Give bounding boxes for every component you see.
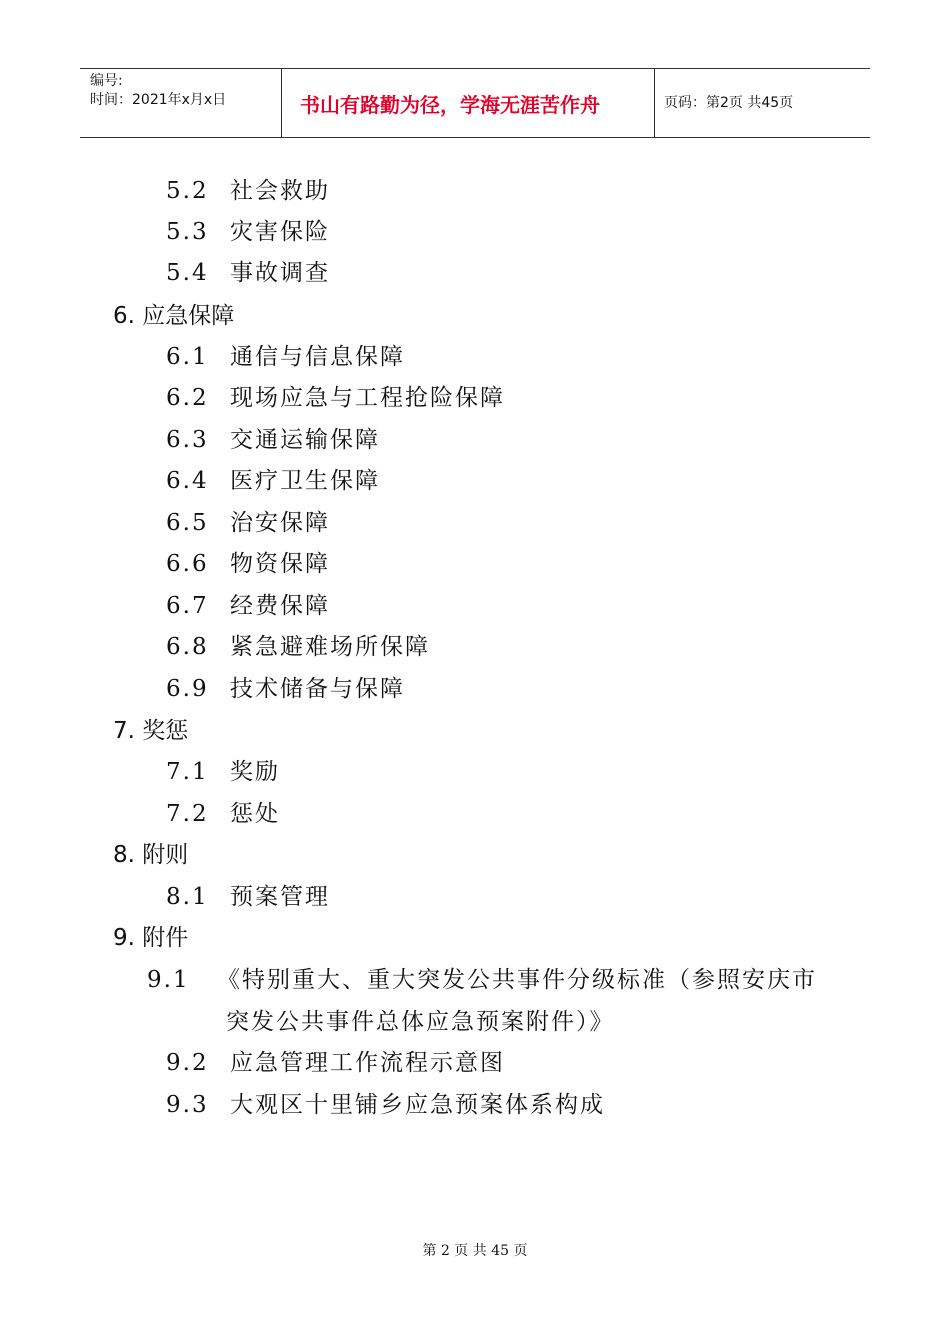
toc-item-9-1 [147,965,817,995]
toc-item-6-3 [166,425,380,455]
toc-item-number: 6.6 [166,551,209,577]
toc-item-text: 医疗卫生保障 [230,468,380,494]
toc-item-number: 6.2 [166,385,209,411]
header-page-info: 页码：第2页 共45页 [664,95,794,111]
toc-item-number: 9.2 [166,1050,209,1076]
toc-item-number: 7.2 [166,801,209,827]
toc-item-text: 通信与信息保障 [230,344,405,370]
toc-item-text: 事故调查 [230,260,330,286]
toc-item-6-9 [166,674,405,704]
toc-item-text: 惩处 [230,801,280,827]
toc-heading-6: 6. 应急保障 [113,303,235,329]
page-footer: 第 2 页 共 45 页 [422,1243,528,1259]
toc-item-6-1 [166,342,405,372]
header-info-cell [80,69,280,137]
toc-item-6-5 [166,508,330,538]
toc-item-number: 7.1 [166,759,209,785]
toc-item-text: 治安保障 [230,510,330,536]
toc-item-number: 5.2 [166,178,209,204]
toc-item-text: 社会救助 [230,178,330,204]
toc-item-9-2 [166,1048,505,1078]
toc-item-text: 奖励 [230,759,280,785]
toc-item-number: 6.9 [166,676,209,702]
toc-item-text: 经费保障 [230,593,330,619]
toc-item-number: 6.8 [166,634,209,660]
doc-number-label: 编号: [90,73,123,89]
toc-item-5-2 [166,176,330,206]
toc-item-8-1 [166,882,330,912]
toc-item-text: 技术储备与保障 [230,676,405,702]
header-motto: 书山有路勤为径，学海无涯苦作舟 [300,93,600,117]
toc-item-text: 紧急避难场所保障 [230,634,430,660]
toc-item-number: 8.1 [166,884,209,910]
toc-item-5-4 [166,258,330,288]
toc-item-number: 6.3 [166,427,209,453]
toc-heading-7: 7. 奖惩 [113,718,189,744]
toc-item-number: 5.3 [166,219,209,245]
toc-item-number: 6.4 [166,468,209,494]
page-header [80,68,870,138]
toc-item-6-7 [166,591,330,621]
toc-item-6-2 [166,383,505,413]
toc-item-number: 6.7 [166,593,209,619]
toc-item-text: 交通运输保障 [230,427,380,453]
toc-item-9-3 [166,1090,605,1120]
toc-item-7-2 [166,799,280,829]
toc-item-number: 5.4 [166,260,209,286]
toc-heading-9: 9. 附件 [113,925,189,951]
toc-item-7-1 [166,757,280,787]
toc-item-6-8 [166,632,430,662]
toc-item-text: 预案管理 [230,884,330,910]
toc-item-number: 6.1 [166,344,209,370]
toc-item-6-4 [166,466,380,496]
toc-item-text: 《特别重大、重大突发公共事件分级标准（参照安庆市 [217,967,817,993]
header-motto-cell [281,69,655,137]
toc-item-9-1-continuation: 突发公共事件总体应急预案附件）》 [226,1009,615,1035]
toc-item-5-3 [166,217,330,247]
toc-item-text: 应急管理工作流程示意图 [230,1050,505,1076]
toc-item-6-6 [166,549,330,579]
toc-item-number: 9.3 [166,1092,209,1118]
toc-item-text: 大观区十里铺乡应急预案体系构成 [230,1092,605,1118]
toc-item-text: 灾害保险 [230,219,330,245]
doc-time-label: 时间：2021年x月x日 [90,92,227,108]
header-page-cell [654,69,870,137]
toc-item-text: 现场应急与工程抢险保障 [230,385,505,411]
toc-item-number: 9.1 [147,967,190,993]
toc-item-number: 6.5 [166,510,209,536]
toc-item-text: 物资保障 [230,551,330,577]
toc-heading-8: 8. 附则 [113,842,189,868]
